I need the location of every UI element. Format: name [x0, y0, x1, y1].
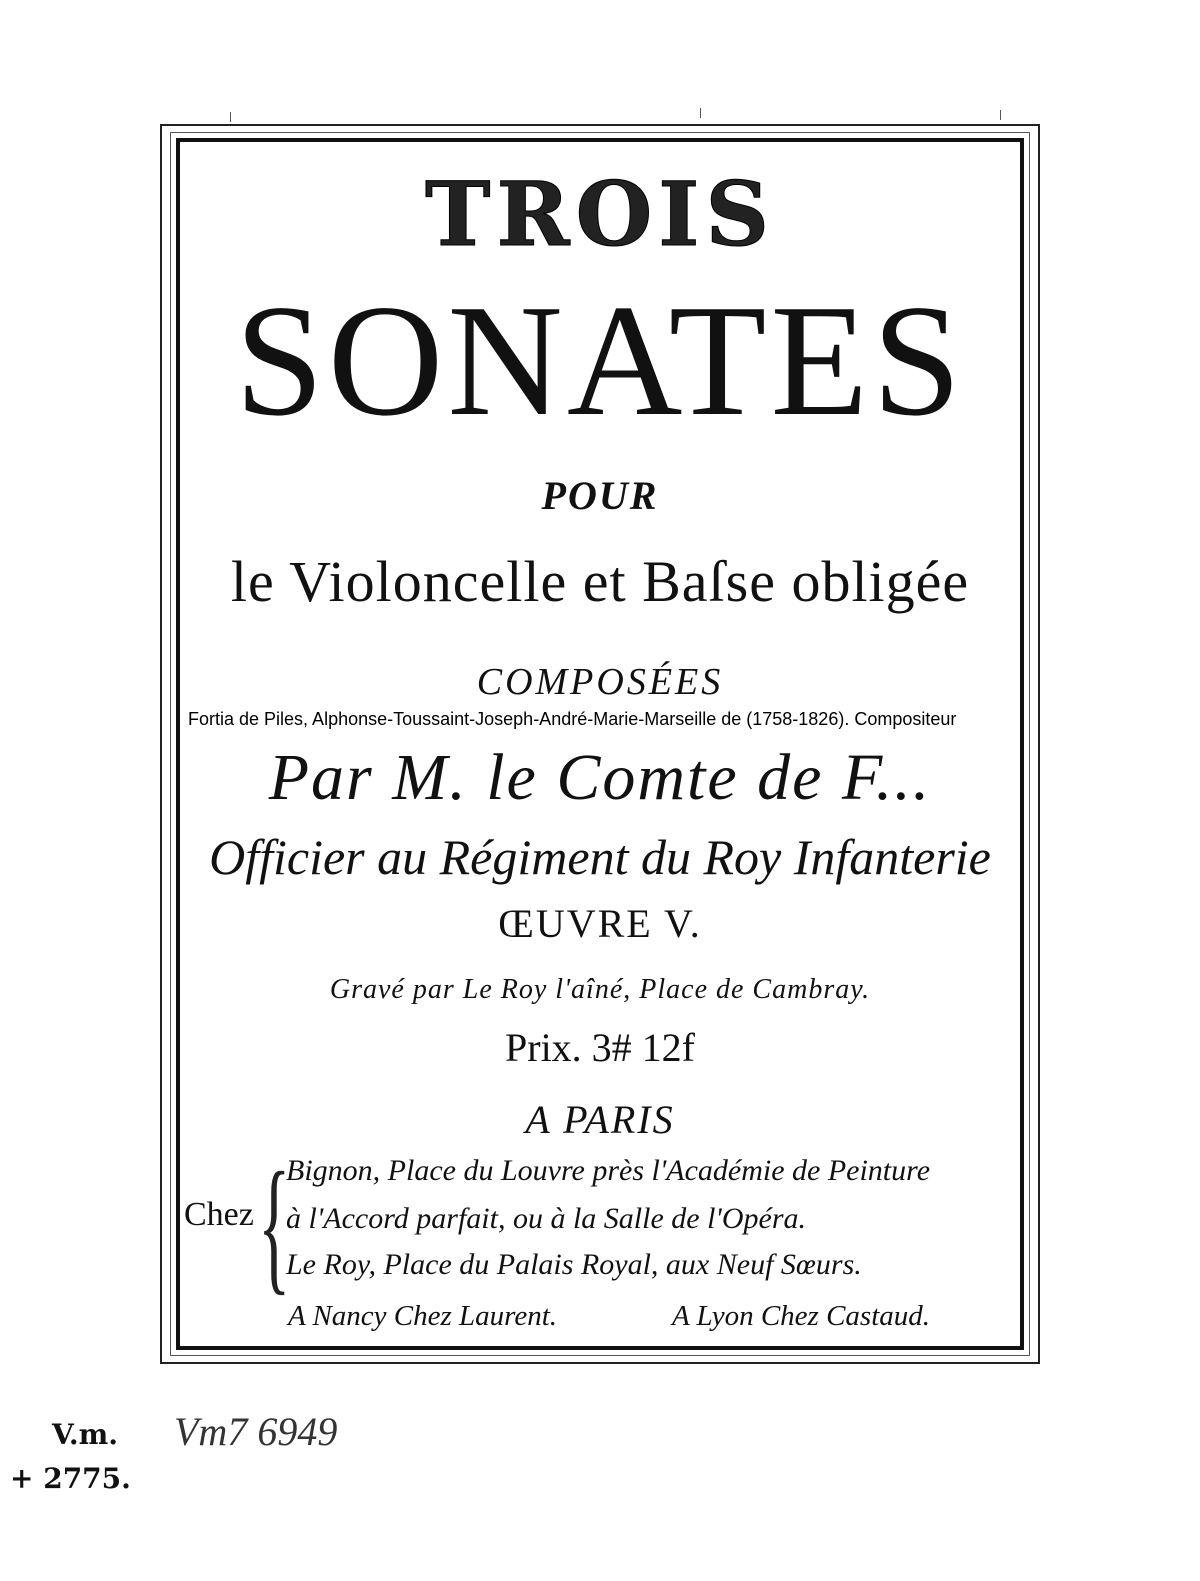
city-line: A PARIS [525, 1097, 675, 1142]
border-mark [1000, 110, 1001, 120]
title-sonates: SONATES [234, 271, 966, 449]
shelfmark-right: Vm7 6949 [174, 1409, 338, 1454]
opus-number: ŒUVRE V. [498, 901, 702, 946]
shelfmark-left-line2: + 2775. [10, 1462, 131, 1495]
seller-line-bignon: Bignon, Place du Louvre près l'Académie de Peinture [286, 1154, 931, 1187]
seller-line-leroy: Le Roy, Place du Palais Royal, aux Neuf Sœurs. [286, 1248, 862, 1281]
subtitle-pour: POUR [541, 473, 659, 518]
curly-brace-icon: { [258, 1142, 291, 1308]
composees-heading: COMPOSÉES [476, 661, 724, 703]
rank-line: Officier au Régiment du Roy Infanterie [209, 829, 991, 885]
other-seller-lyon: A Lyon Chez Castaud. [672, 1300, 931, 1332]
author-line: Par M. le Comte de F... [268, 741, 932, 814]
title-trois: TROIS [425, 162, 775, 266]
instrumentation: le Violoncelle et Baſse obligée [230, 549, 970, 614]
sellers-chez-label: Chez [184, 1196, 254, 1233]
border-mark [230, 112, 231, 122]
shelfmark-left-line1: V.m. [52, 1418, 118, 1451]
catalog-annotation: Fortia de Piles, Alphonse-Toussaint-Joseph-André-Marie-Marseille de (1758-1826). Compositeur [188, 709, 957, 729]
seller-line-accord: à l'Accord parfait, ou à la Salle de l'Opéra. [286, 1202, 806, 1235]
border-mark [700, 108, 701, 118]
engraver-line: Gravé par Le Roy l'aîné, Place de Cambray. [329, 974, 871, 1005]
price-line: Prix. 3# 12f [505, 1025, 695, 1070]
other-seller-nancy: A Nancy Chez Laurent. [288, 1300, 558, 1332]
